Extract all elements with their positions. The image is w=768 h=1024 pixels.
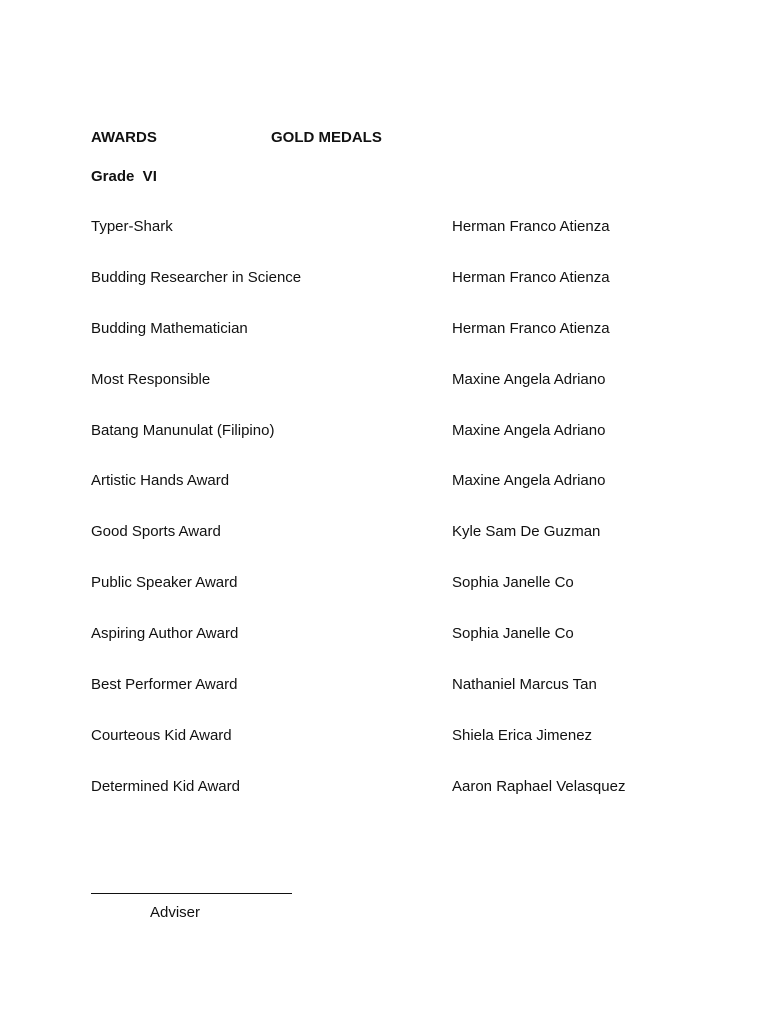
award-row <box>91 422 711 473</box>
award-name: Most Responsible <box>91 370 211 388</box>
award-name: Aspiring Author Award <box>91 625 239 643</box>
award-name: Determined Kid Award <box>91 777 240 795</box>
award-row <box>91 472 711 523</box>
award-row <box>91 727 711 778</box>
award-name: Good Sports Award <box>91 523 221 541</box>
adviser-label: Adviser <box>150 904 201 921</box>
award-name: Batang Manunulat (Filipino) <box>91 421 275 439</box>
award-name: Public Speaker Award <box>91 574 238 592</box>
award-recipient: Kyle Sam De Guzman <box>452 523 601 541</box>
grade-level: Grade VI <box>91 168 157 185</box>
awards-heading: AWARDS <box>91 129 157 146</box>
award-row <box>91 625 711 676</box>
award-name: Artistic Hands Award <box>91 472 230 490</box>
award-recipient: Aaron Raphael Velasquez <box>452 777 626 795</box>
award-name: Typer-Shark <box>91 218 173 235</box>
award-name: Courteous Kid Award <box>91 726 232 744</box>
award-recipient: Maxine Angela Adriano <box>452 370 606 388</box>
award-name: Budding Mathematician <box>91 319 248 337</box>
award-recipient: Shiela Erica Jimenez <box>452 726 593 744</box>
award-row <box>91 523 711 574</box>
awards-list <box>91 218 711 829</box>
award-row <box>91 371 711 422</box>
award-recipient: Sophia Janelle Co <box>452 574 574 592</box>
award-row <box>91 676 711 727</box>
award-recipient: Herman Franco Atienza <box>452 319 610 337</box>
award-row <box>91 269 711 320</box>
award-recipient: Maxine Angela Adriano <box>452 472 606 490</box>
award-row <box>91 320 711 371</box>
award-recipient: Maxine Angela Adriano <box>452 421 606 439</box>
award-recipient: Sophia Janelle Co <box>452 625 574 643</box>
gold-medals-heading: GOLD MEDALS <box>271 129 382 146</box>
award-row <box>91 778 711 829</box>
award-recipient: Nathaniel Marcus Tan <box>452 676 597 694</box>
award-name: Best Performer Award <box>91 676 238 694</box>
signature-line <box>91 893 292 894</box>
award-recipient: Herman Franco Atienza <box>452 218 610 235</box>
award-row <box>91 574 711 625</box>
award-row <box>91 218 711 269</box>
award-recipient: Herman Franco Atienza <box>452 268 610 286</box>
award-name: Budding Researcher in Science <box>91 268 302 286</box>
